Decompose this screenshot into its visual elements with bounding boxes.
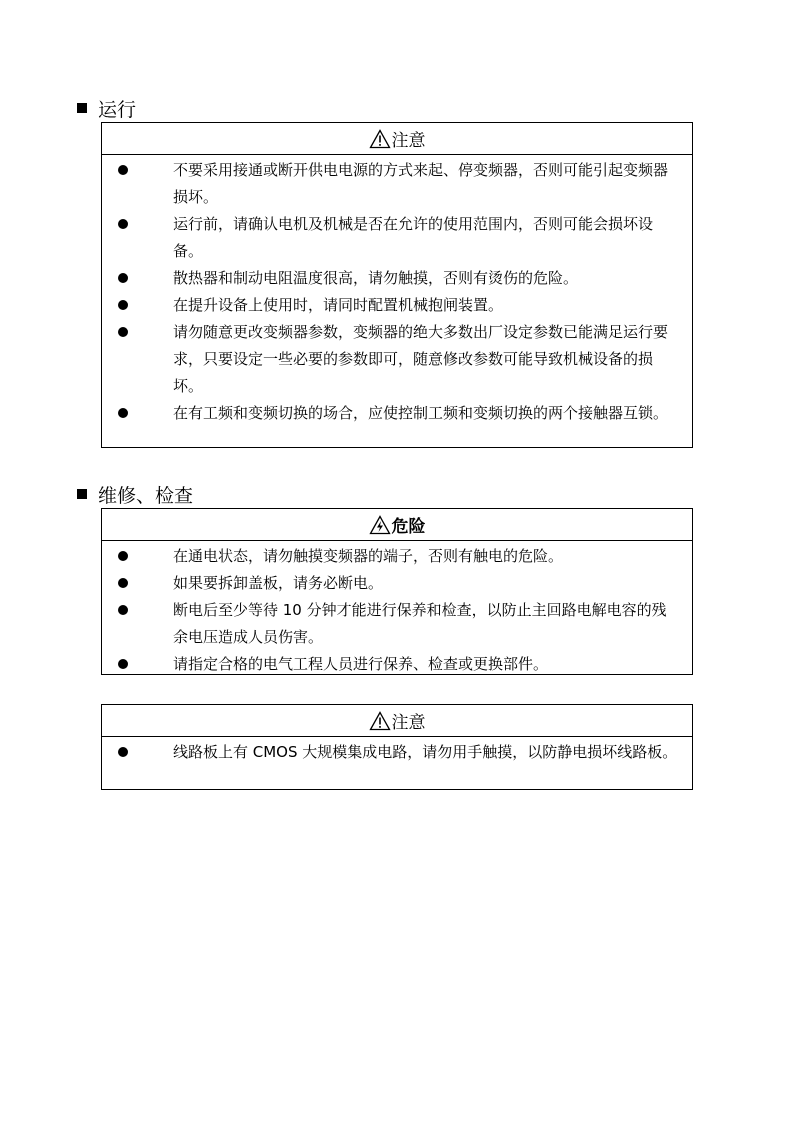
list-item-text: 请勿随意更改变频器参数，变频器的绝大多数出厂设定参数已能满足运行要求，只要设定一些必要的参数即可，随意修改参数可能导致机械设备的损坏。 [173, 323, 669, 395]
caution-title: 注意 [391, 131, 426, 151]
caution-title: 注意 [391, 713, 426, 733]
bullet-icon [118, 273, 128, 283]
caution-box-cmos [101, 704, 693, 790]
list-item-text: 在通电状态，请勿触摸变频器的端子，否则有触电的危险。 [173, 547, 564, 565]
list-item [102, 211, 692, 265]
bullet-icon [118, 300, 128, 310]
list-item-text: 断电后至少等待 10 分钟才能进行保养和检查，以防止主回路电解电容的残余电压造成人员伤害。 [173, 601, 667, 646]
bullet-icon [118, 165, 128, 175]
warning-lightning-icon [369, 515, 391, 535]
section-heading-maintenance [77, 481, 193, 507]
section-heading-text: 维修、检查 [98, 484, 194, 507]
bullet-icon [118, 408, 128, 418]
danger-header [102, 509, 692, 541]
square-bullet-icon [77, 103, 87, 113]
list-item-text: 如果要拆卸盖板，请务必断电。 [173, 574, 384, 592]
section-heading-text: 运行 [98, 98, 137, 121]
bullet-icon [118, 551, 128, 561]
list-item-text: 在提升设备上使用时，请同时配置机械抱闸装置。 [173, 296, 504, 314]
list-item [102, 570, 692, 597]
bullet-icon [118, 605, 128, 615]
bullet-icon [118, 327, 128, 337]
list-item-text: 散热器和制动电阻温度很高，请勿触摸，否则有烫伤的危险。 [173, 269, 579, 287]
list-item-text: 线路板上有 CMOS 大规模集成电路，请勿用手触摸，以防静电损坏线路板。 [173, 743, 678, 761]
caution-header [102, 123, 692, 155]
bullet-icon [118, 747, 128, 757]
section-heading-operation [77, 95, 136, 121]
list-item-text: 请指定合格的电气工程人员进行保养、检查或更换部件。 [173, 655, 549, 673]
list-item-text: 在有工频和变频切换的场合，应使控制工频和变频切换的两个接触器互锁。 [173, 404, 669, 422]
list-item [102, 292, 692, 319]
list-item [102, 157, 692, 211]
danger-list [102, 541, 692, 678]
list-item [102, 319, 692, 400]
caution-list [102, 155, 692, 427]
list-item [102, 543, 692, 570]
caution-header [102, 705, 692, 737]
list-item [102, 265, 692, 292]
list-item [102, 400, 692, 427]
danger-title: 危险 [391, 517, 426, 537]
caution-box-operation [101, 122, 693, 448]
bullet-icon [118, 659, 128, 669]
warning-exclamation-icon [369, 129, 391, 149]
warning-exclamation-icon [369, 711, 391, 731]
square-bullet-icon [77, 489, 87, 499]
list-item [102, 597, 692, 651]
caution-list [102, 737, 692, 766]
danger-box-maintenance [101, 508, 693, 675]
list-item [102, 651, 692, 678]
list-item-text: 不要采用接通或断开供电电源的方式来起、停变频器，否则可能引起变频器损坏。 [173, 161, 669, 206]
bullet-icon [118, 219, 128, 229]
list-item-text: 运行前，请确认电机及机械是否在允许的使用范围内，否则可能会损坏设备。 [173, 215, 654, 260]
list-item [102, 739, 692, 766]
bullet-icon [118, 578, 128, 588]
